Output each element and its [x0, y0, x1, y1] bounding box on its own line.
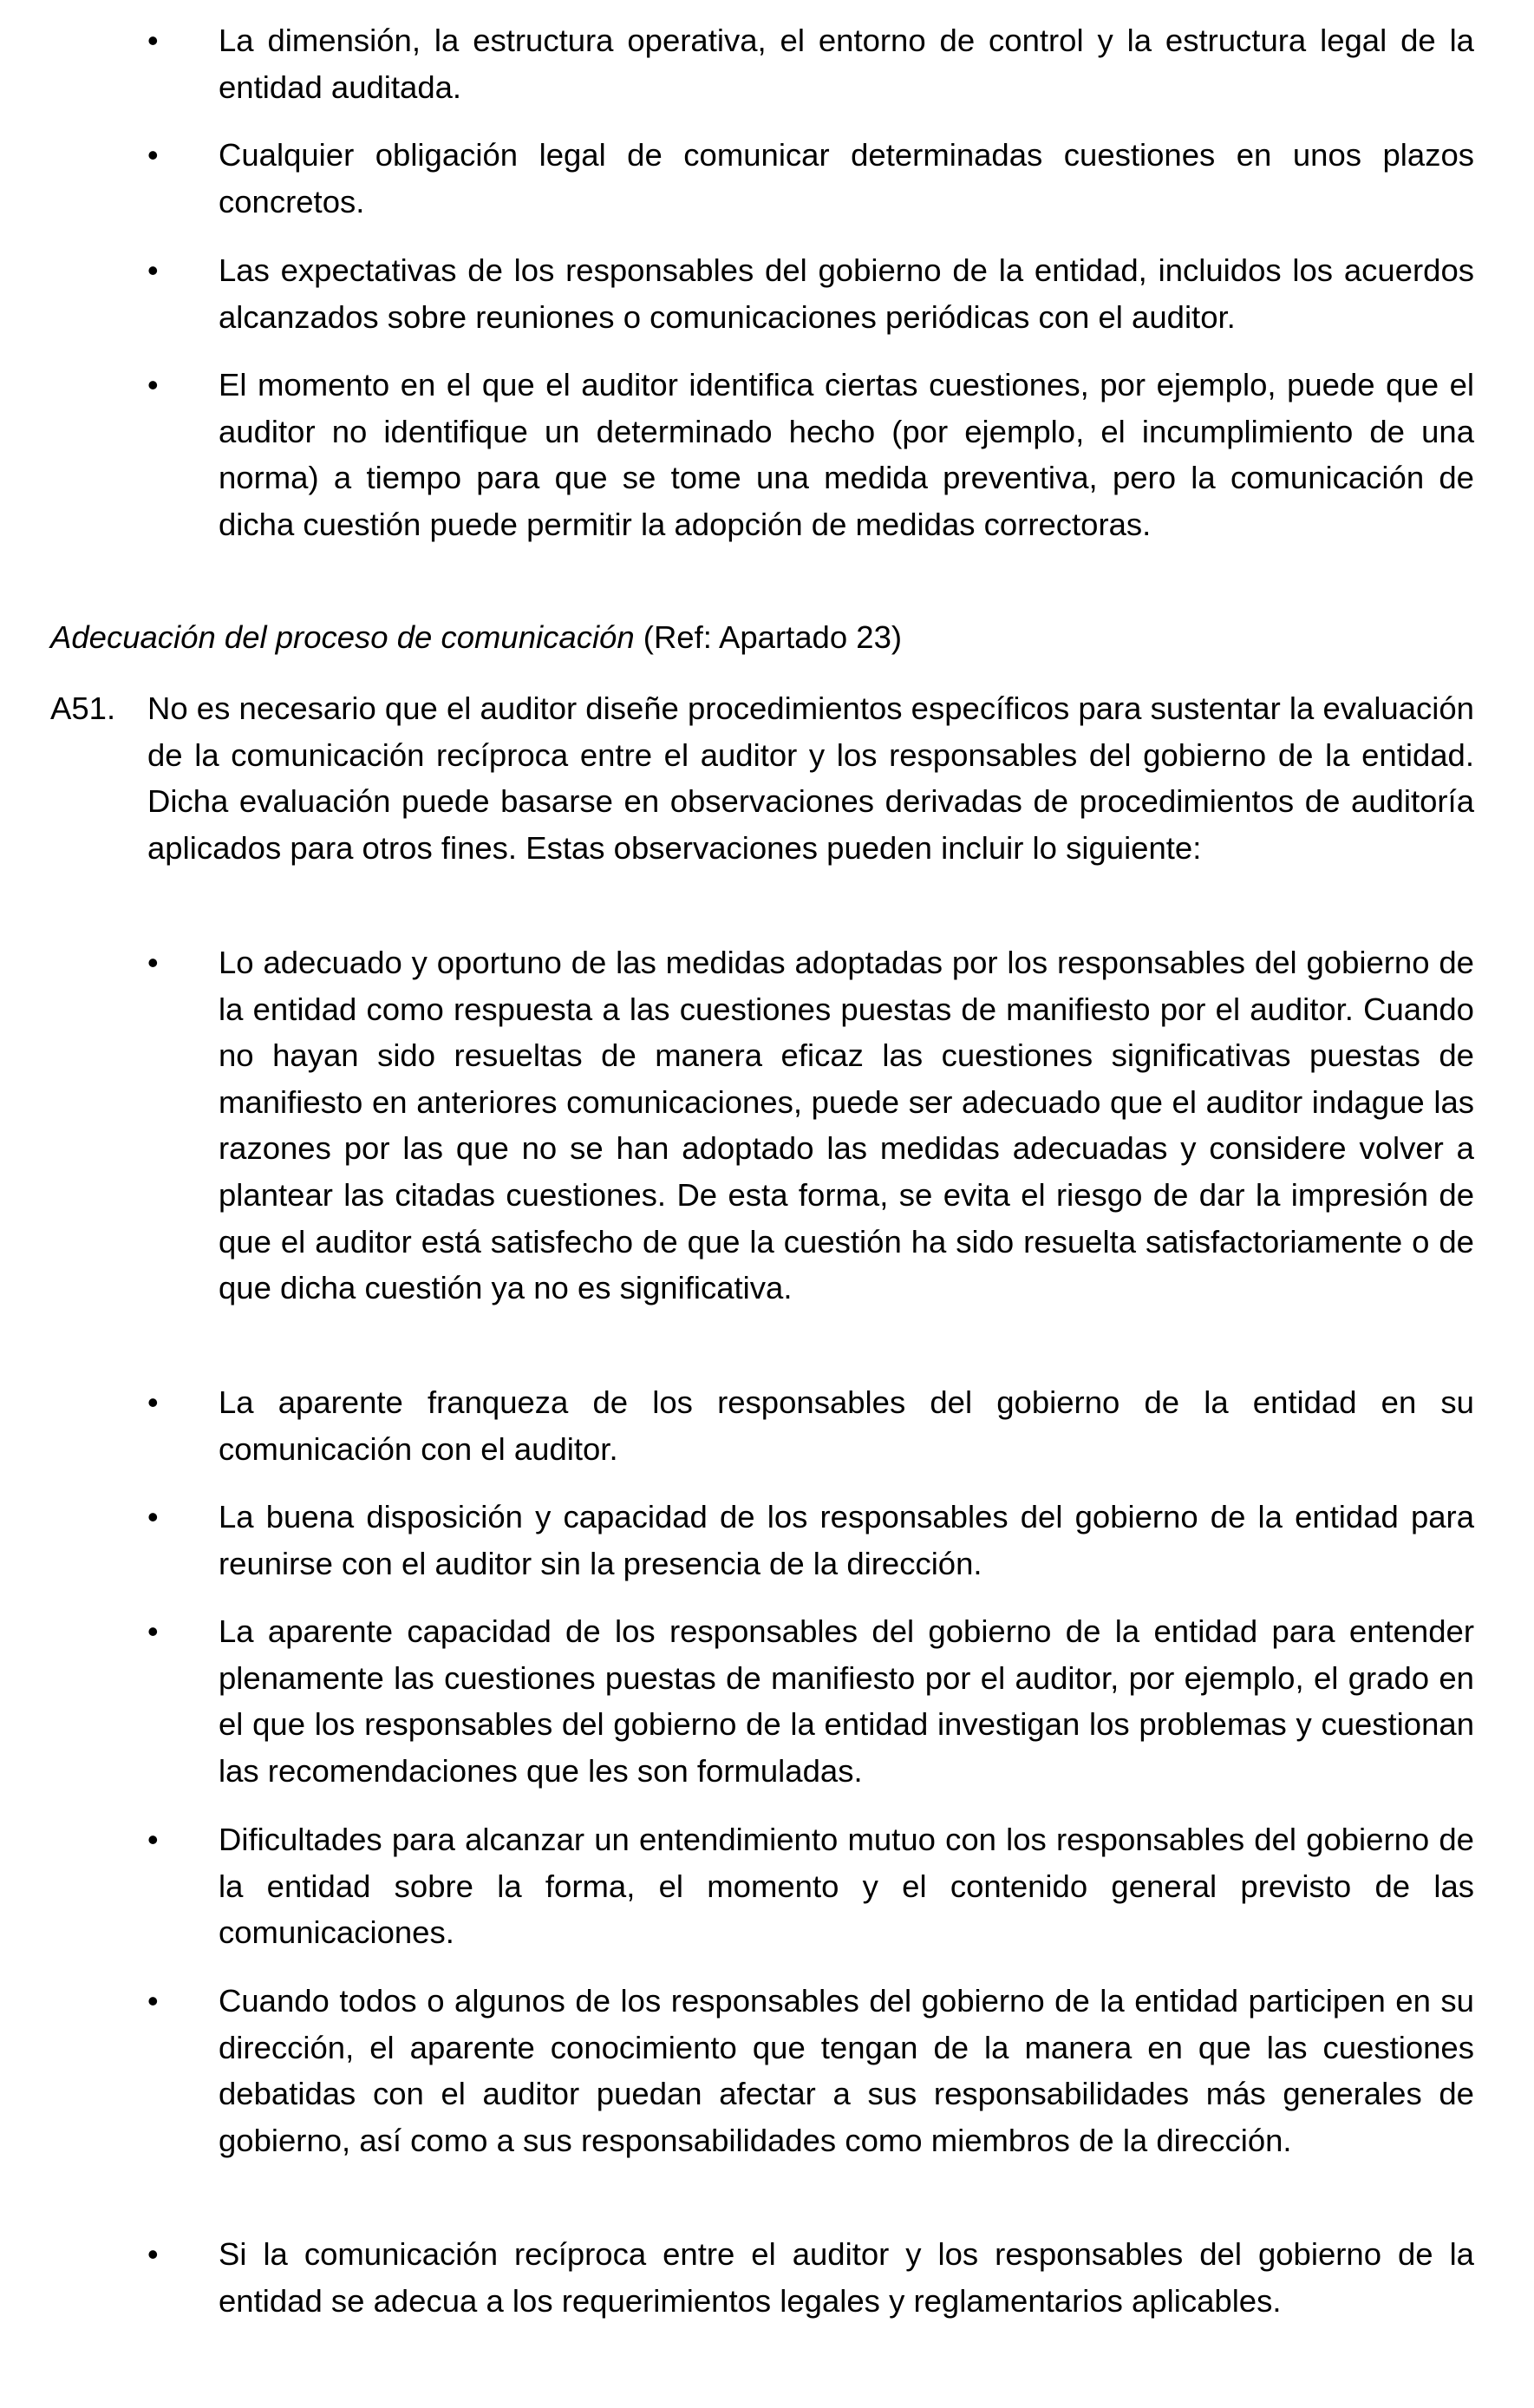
list-item-text: La aparente capacidad de los responsables del gobierno de la entidad para entender plenamente las cuestiones puestas de manifiesto por el auditor, por ejemplo, el grado en el que los responsables del gobierno de la entidad investigan los problemas y cuestionan las recomendaciones que les son formuladas.	[219, 1613, 1474, 1789]
bullet-icon: •	[147, 1983, 159, 2019]
list-item-text: La dimensión, la estructura operativa, el entorno de control y la estructura legal de la entidad auditada.	[219, 23, 1474, 105]
list-item-text: Cuando todos o algunos de los responsables del gobierno de la entidad participen en su dirección, el aparente conocimiento que tengan de la manera en que las cuestiones debatidas con el auditor puedan afectar a sus responsabilidades más generales de gobierno, así como a sus responsabilidades como miembros de la dirección.	[219, 1983, 1474, 2158]
bullet-icon: •	[147, 1384, 159, 1420]
list-item-text: Lo adecuado y oportuno de las medidas adoptadas por los responsables del gobierno de la entidad como respuesta a las cuestiones puestas de manifiesto por el auditor. Cuando no hayan sido resueltas de manera eficaz las cuestiones significativas puestas de manifiesto en anteriores comunicaciones, puede ser adecuado que el auditor indague las razones por las que no se han adoptado las medidas adecuadas y considere volver a plantear las citadas cuestiones. De esta forma, se evita el riesgo de dar la impresión de que el auditor está satisfecho de que la cuestión ha sido resuelta satisfactoriamente o de que dicha cuestión ya no es significativa.	[219, 945, 1474, 1306]
list-item-text: Dificultades para alcanzar un entendimiento mutuo con los responsables del gobierno de la entidad sobre la forma, el momento y el contenido general previsto de las comunicaciones.	[219, 1822, 1474, 1951]
bullet-icon: •	[147, 252, 159, 288]
bullet-icon: •	[147, 1822, 159, 1857]
list-item-text: El momento en el que el auditor identifica ciertas cuestiones, por ejemplo, puede que el auditor no identifique un determinado hecho (por ejemplo, el incumplimiento de una norma) a tiempo para que se tome una medida preventiva, pero la comunicación de dicha cuestión puede permitir la adopción de medidas correctoras.	[219, 367, 1474, 542]
bullet-icon: •	[147, 1613, 159, 1649]
bullet-icon: •	[147, 2236, 159, 2272]
list-item-text: Cualquier obligación legal de comunicar determinadas cuestiones en unos plazos concretos.	[219, 137, 1474, 219]
paragraph-text: No es necesario que el auditor diseñe procedimientos específicos para sustentar la evaluación de la comunicación recíproca entre el auditor y los responsables del gobierno de la entidad. Dicha evaluación puede basarse en observaciones derivadas de procedimientos de auditoría aplicados para otros fines. Estas observaciones pueden incluir lo siguiente:	[147, 690, 1474, 866]
section-heading	[50, 614, 1490, 661]
bullet-icon: •	[147, 1499, 159, 1534]
bullet-icon: •	[147, 137, 159, 173]
bullet-icon: •	[147, 945, 159, 980]
paragraph-number: A51.	[50, 690, 116, 726]
section-heading-reference: (Ref: Apartado 23)	[634, 619, 903, 655]
section-heading-title: Adecuación del proceso de comunicación	[50, 619, 635, 655]
list-item-text: La buena disposición y capacidad de los responsables del gobierno de la entidad para reunirse con el auditor sin la presencia de la dirección.	[219, 1499, 1474, 1581]
list-item-text: Las expectativas de los responsables del gobierno de la entidad, incluidos los acuerdos alcanzados sobre reuniones o comunicaciones periódicas con el auditor.	[219, 252, 1474, 335]
bullet-icon: •	[147, 23, 159, 58]
list-item-text: La aparente franqueza de los responsables del gobierno de la entidad en su comunicación con el auditor.	[219, 1384, 1474, 1467]
list-item-text: Si la comunicación recíproca entre el auditor y los responsables del gobierno de la entidad se adecua a los requerimientos legales y reglamentarios aplicables.	[219, 2236, 1474, 2319]
bullet-icon: •	[147, 367, 159, 402]
